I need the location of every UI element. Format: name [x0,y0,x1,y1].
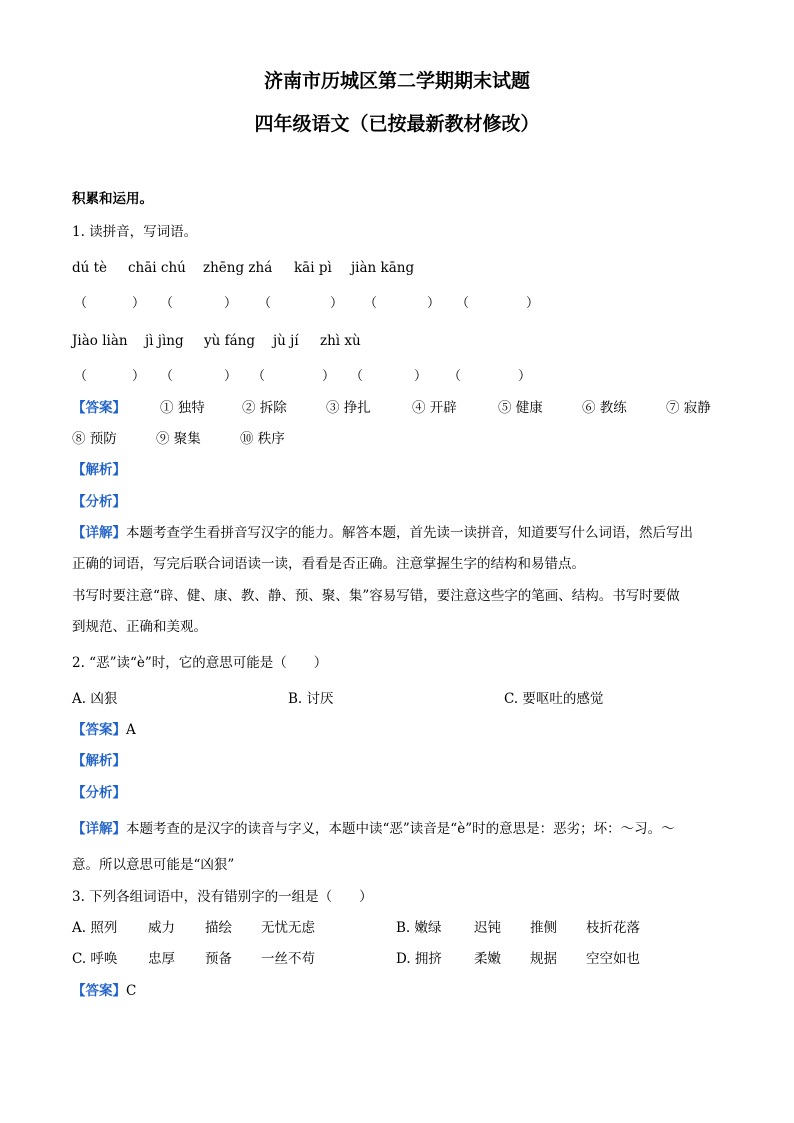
detail-text: 本题考查的是汉字的读音与字义，本题中读“恶”读音是“è”时的意思是：恶劣；坏：～习。～ [126,821,675,837]
answer-tag: 【答案】 [72,400,126,416]
pinyin-item: kāi pì [294,260,332,276]
blank-open: （ [252,369,266,384]
pinyin-item: zhēng zhá [203,260,273,276]
answer-item [412,402,457,416]
answer-word: 开辟 [429,400,457,416]
q2-answer [72,724,136,738]
answer-item [242,402,287,416]
answer-word: 拆除 [259,400,287,416]
answer-value: C [126,983,137,999]
page-subtitle: 四年级语文（已按最新教材修改） [254,113,540,135]
q3-prompt: 3. 下列各组词语中，没有错别字的一组是（ ） [72,889,373,905]
answer-number: ④ [412,400,426,416]
blank-open: （ [160,369,174,384]
blank-open: （ [74,296,88,311]
q2-option-b: B. 讨厌 [288,691,334,707]
q1-detail-line-2: 正确的词语，写完后联合词语读一读，看看是否正确。注意掌握生字的结构和易错点。 [72,556,585,572]
blank-close: ） [518,369,532,384]
answer-item [582,402,627,416]
answer-number: ⑨ [156,431,170,447]
blank-open: （ [74,369,88,384]
q3-option-b: B. 嫩绿 [396,920,442,936]
answer-item [240,433,285,447]
answer-number: ⑧ [72,431,86,447]
q3-answer [72,985,136,999]
answer-word: 寂静 [683,400,711,416]
answer-item [160,402,205,416]
blank-close: ） [132,296,146,311]
page-title: 济南市历城区第二学期期末试题 [263,70,530,92]
blank-close: ） [132,369,146,384]
q3-word: 忠厚 [148,951,175,967]
answer-word: 独特 [177,400,205,416]
detail-tag: 【详解】 [72,821,126,837]
q1-detail-line-3: 书写时要注意“辟、健、康、教、静、预、聚、集”容易写错，要注意这些字的笔画、结构。书写时要做 [72,588,680,604]
blank-close: ） [224,369,238,384]
answer-tag: 【答案】 [72,722,126,738]
answer-word: 预防 [89,431,117,447]
q1-detail-line-4: 到规范、正确和美观。 [72,619,207,635]
pinyin-item: jù jí [273,333,299,349]
blank-close: ） [427,296,441,311]
q2-detail-line-1 [72,823,675,837]
answer-item [666,402,711,416]
answer-number: ② [242,400,256,416]
answer-value: A [126,722,136,738]
answer-item [156,433,201,447]
q3-word: 一丝不苟 [261,951,315,967]
answer-number: ⑥ [582,400,596,416]
pinyin-item: chāi chú [128,260,186,276]
blank-open: （ [160,296,174,311]
blank-open: （ [350,369,364,384]
blank-close: ） [322,369,336,384]
fenxi-tag: 【分析】 [72,785,126,801]
pinyin-item: yù fáng [204,333,255,349]
detail-tag: 【详解】 [72,525,126,541]
q3-word: 推侧 [530,920,557,936]
answer-word: 健康 [515,400,543,416]
q3-word: 枝折花落 [586,920,640,936]
answer-word: 教练 [599,400,627,416]
answer-number: ⑦ [666,400,680,416]
answer-word: 挣扎 [343,400,371,416]
answer-tag: 【答案】 [72,983,126,999]
blank-close: ） [330,296,344,311]
jiexi-tag: 【解析】 [72,462,126,478]
section-heading: 积累和运用。 [72,191,153,207]
pinyin-item: jì jìng [145,333,184,349]
q3-option-d: D. 拥挤 [396,951,442,967]
q3-word: 规据 [530,951,557,967]
q2-prompt: 2. “恶”读“è”时，它的意思可能是（ ） [72,655,328,671]
q2-option-c: C. 要呕吐的感觉 [504,691,604,707]
answer-item [326,402,371,416]
pinyin-item: dú tè [72,260,108,276]
pinyin-item: jiàn kāng [351,260,415,276]
pinyin-item: Jiào liàn [72,333,128,349]
blank-close: ） [414,369,428,384]
q2-detail-line-2: 意。所以意思可能是“凶狠” [72,857,235,873]
q3-word: 迟钝 [474,920,501,936]
answer-number: ③ [326,400,340,416]
answer-item [498,402,543,416]
answer-number: ⑩ [240,431,254,447]
blank-open: （ [364,296,378,311]
q3-word: 无忧无虑 [261,920,315,936]
blank-close: ） [526,296,540,311]
answer-word: 聚集 [173,431,201,447]
answer-number: ① [160,400,174,416]
answer-item [72,433,117,447]
jiexi-tag: 【解析】 [72,753,126,769]
q3-option-a: A. 照列 [72,920,118,936]
blank-close: ） [224,296,238,311]
q3-word: 描绘 [205,920,232,936]
q3-word: 柔嫩 [474,951,501,967]
q3-option-c: C. 呼唤 [72,951,118,967]
pinyin-item: zhì xù [320,333,361,349]
blank-open: （ [258,296,272,311]
q1-prompt: 1. 读拼音，写词语。 [72,224,198,240]
q1-detail-line-1 [72,527,693,541]
detail-text: 本题考查学生看拼音写汉字的能力。解答本题，首先读一读拼音，知道要写什么词语，然后写出 [126,525,693,541]
q3-word: 威力 [148,920,175,936]
q2-option-a: A. 凶狠 [72,691,118,707]
q3-word: 空空如也 [586,951,640,967]
answer-word: 秩序 [257,431,285,447]
blank-open: （ [456,296,470,311]
q3-word: 预备 [205,951,232,967]
fenxi-tag: 【分析】 [72,494,126,510]
answer-number: ⑤ [498,400,512,416]
blank-open: （ [448,369,462,384]
